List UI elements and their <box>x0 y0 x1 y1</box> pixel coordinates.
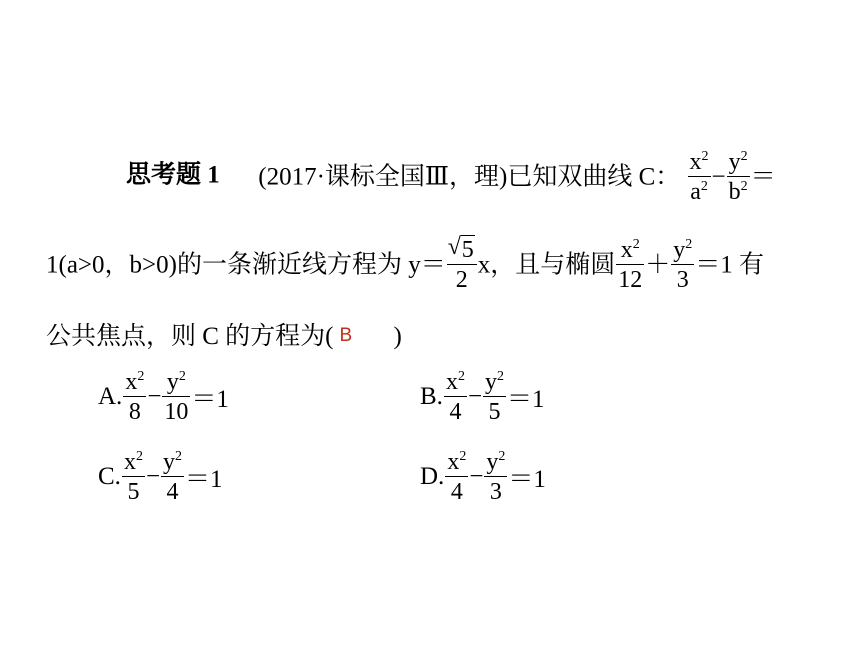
line2-text: 1(a>0，b>0)的一条渐近线方程为 y＝ <box>46 251 446 279</box>
equals-sign: ＝ <box>750 163 776 191</box>
ellipse-x-fraction: $\frac{x^2}{12}$ <box>618 237 643 293</box>
question-source: (2017·课标全国Ⅲ，理)已知双曲线 C： <box>258 163 681 191</box>
option-d-y-fraction: $\frac{y^2}{3}$ <box>486 449 506 505</box>
sqrt-five: √ 5 <box>447 234 474 263</box>
line2-after: x，且与椭圆 <box>477 251 616 279</box>
option-a[interactable]: A. $\frac{x^2}{8}$ − $\frac{y^2}{10}$ ＝1 <box>98 369 229 425</box>
ellipse-y-fraction: $\frac{y^2}{3}$ <box>673 237 693 293</box>
close-paren: ) <box>393 323 402 350</box>
option-c-y-fraction: $\frac{y^2}{4}$ <box>163 449 183 505</box>
option-d[interactable]: D. $\frac{x^2}{4}$ − $\frac{y^2}{3}$ ＝1 <box>420 449 546 505</box>
line3-text: 公共焦点，则 C 的方程为( <box>46 323 334 350</box>
hyperbola-y-fraction: $\frac{y^2}{b^2}$ <box>728 149 748 205</box>
option-b-x-fraction: $\frac{x^2}{4}$ <box>445 369 465 425</box>
hyperbola-x-fraction: $\frac{x^2}{a^2}$ <box>689 149 709 205</box>
minus-sign: − <box>711 163 726 191</box>
ellipse-tail: ＝1 有 <box>695 251 764 279</box>
option-c[interactable]: C. $\frac{x^2}{5}$ − $\frac{y^2}{4}$ ＝1 <box>98 449 223 505</box>
question-line-3 <box>46 324 402 349</box>
option-d-x-fraction: $\frac{x^2}{4}$ <box>447 449 467 505</box>
question-line-1 <box>126 150 776 204</box>
option-c-x-fraction: $\frac{x^2}{5}$ <box>123 449 143 505</box>
answer-mark: B <box>339 325 353 346</box>
option-b-y-fraction: $\frac{y^2}{5}$ <box>485 369 505 425</box>
option-a-x-fraction: $\frac{x^2}{8}$ <box>125 369 145 425</box>
option-a-y-fraction: $\frac{y^2}{10}$ <box>164 369 189 425</box>
asymptote-fraction: √ 5 2 <box>447 238 477 292</box>
question-label: 思考题 1 <box>126 161 220 189</box>
option-b[interactable]: B. $\frac{x^2}{4}$ − $\frac{y^2}{5}$ ＝1 <box>420 369 545 425</box>
question-line-2 <box>46 234 764 293</box>
plus-sign: ＋ <box>645 251 671 279</box>
